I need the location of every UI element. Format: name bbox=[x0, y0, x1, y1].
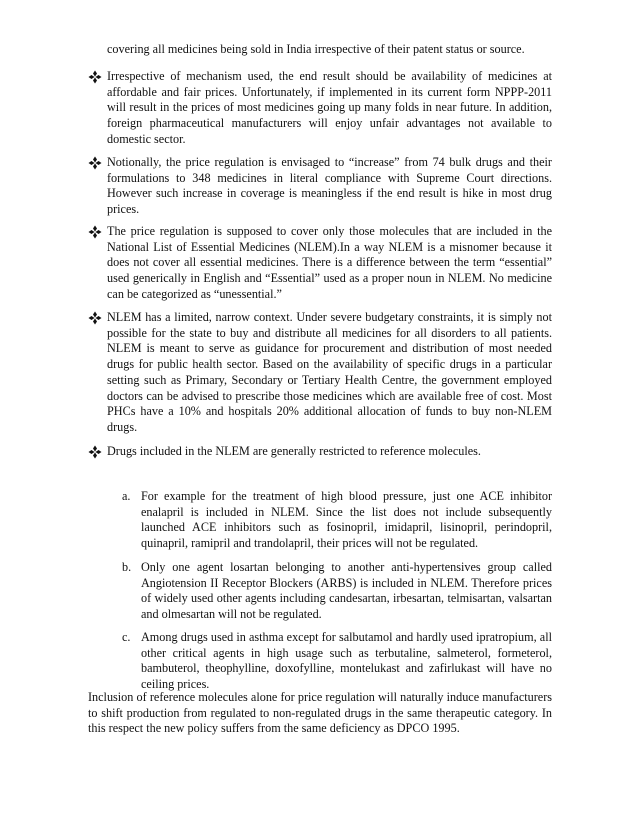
bullet-item bbox=[88, 444, 552, 460]
sub-item-label: b. bbox=[122, 560, 132, 574]
sub-item-text: Only one agent losartan belonging to another anti-hypertensives group called Angiotension II Receptor Blockers (ARBS) is included in NLEM. Therefore prices of widely used other agents including candesartan, irbesartan, telmisartan, valsartan and olmesartan will not be regulated. bbox=[141, 560, 552, 622]
sub-item-text: Among drugs used in asthma except for salbutamol and hardly used ipratropium, all other critical agents in high usage such as terbutaline, salmeterol, formeterol, bambuterol, theophylline, doxofylline, montelukast and zafirlukast will have no ceiling prices. bbox=[141, 630, 552, 692]
closing-paragraph: Inclusion of reference molecules alone for price regulation will naturally induce manufacturers to shift production from regulated to non-regulated drugs in the same therapeutic category. In this respect the new policy suffers from the same deficiency as DPCO 1995. bbox=[88, 690, 552, 736]
diamond-bullet-icon bbox=[88, 311, 102, 325]
sub-list-item bbox=[122, 489, 552, 552]
bullet-text: The price regulation is supposed to cover only those molecules that are included in the National List of Essential Medicines (NLEM).In a way NLEM is a misnomer because it does not cover all essential medicines. There is a difference between the term “essential” used generically in English and “Essential” used as a proper noun in NLEM. No medicine can be categorized as “unessential.” bbox=[107, 224, 552, 301]
bullet-text: Notionally, the price regulation is envisaged to “increase” from 74 bulk drugs and their formulations to 348 medicines in literal compliance with Supreme Court directions. However such increase in coverage is meaningless if the end result is hike in most drug prices. bbox=[107, 155, 552, 217]
bullet-text: NLEM has a limited, narrow context. Under severe budgetary constraints, it is simply not possible for the state to buy and distribute all medicines for all disorders to all patients. NLEM is meant to serve as guidance for procurement and distribution of most needed drugs for public health sector. Based on the availability of specific drugs in a particular setting such as Primary, Secondary or Tertiary Health Centre, the government employed doctors can be advised to prescribe those medicines which are available free of cost. Most PHCs have a 10% and hospitals 20% additional allocation of funds to buy non-NLEM drugs. bbox=[107, 310, 552, 434]
bullet-text: Irrespective of mechanism used, the end result should be availability of medicines at affordable and fair prices. Unfortunately, if implemented in its current form NPPP-2011 will result in the prices of most medicines going up many folds in near future. In addition, foreign pharmaceutical manufacturers will enjoy unfair advantages not available to domestic sector. bbox=[107, 69, 552, 146]
sub-item-label: a. bbox=[122, 489, 131, 503]
diamond-bullet-icon bbox=[88, 70, 102, 84]
bullet-text: Drugs included in the NLEM are generally restricted to reference molecules. bbox=[107, 444, 481, 458]
sub-list-item bbox=[122, 560, 552, 623]
bullet-item bbox=[88, 310, 552, 436]
diamond-bullet-icon bbox=[88, 445, 102, 459]
bullet-item bbox=[88, 69, 552, 148]
sub-item-text: For example for the treatment of high blood pressure, just one ACE inhibitor enalapril is included in NLEM. Since the list does not include subsequently launched ACE inhibitors such as fosinopril, imidapril, lisinopril, perindopril, quinapril, ramipril and trandolapril, their prices will not be regulated. bbox=[141, 489, 552, 551]
sub-item-label: c. bbox=[122, 630, 131, 644]
diamond-bullet-icon bbox=[88, 225, 102, 239]
continuation-line: covering all medicines being sold in India irrespective of their patent status or source. bbox=[107, 42, 525, 56]
bullet-item bbox=[88, 224, 552, 303]
bullet-item bbox=[88, 155, 552, 218]
diamond-bullet-icon bbox=[88, 156, 102, 170]
sub-list-item bbox=[122, 630, 552, 693]
